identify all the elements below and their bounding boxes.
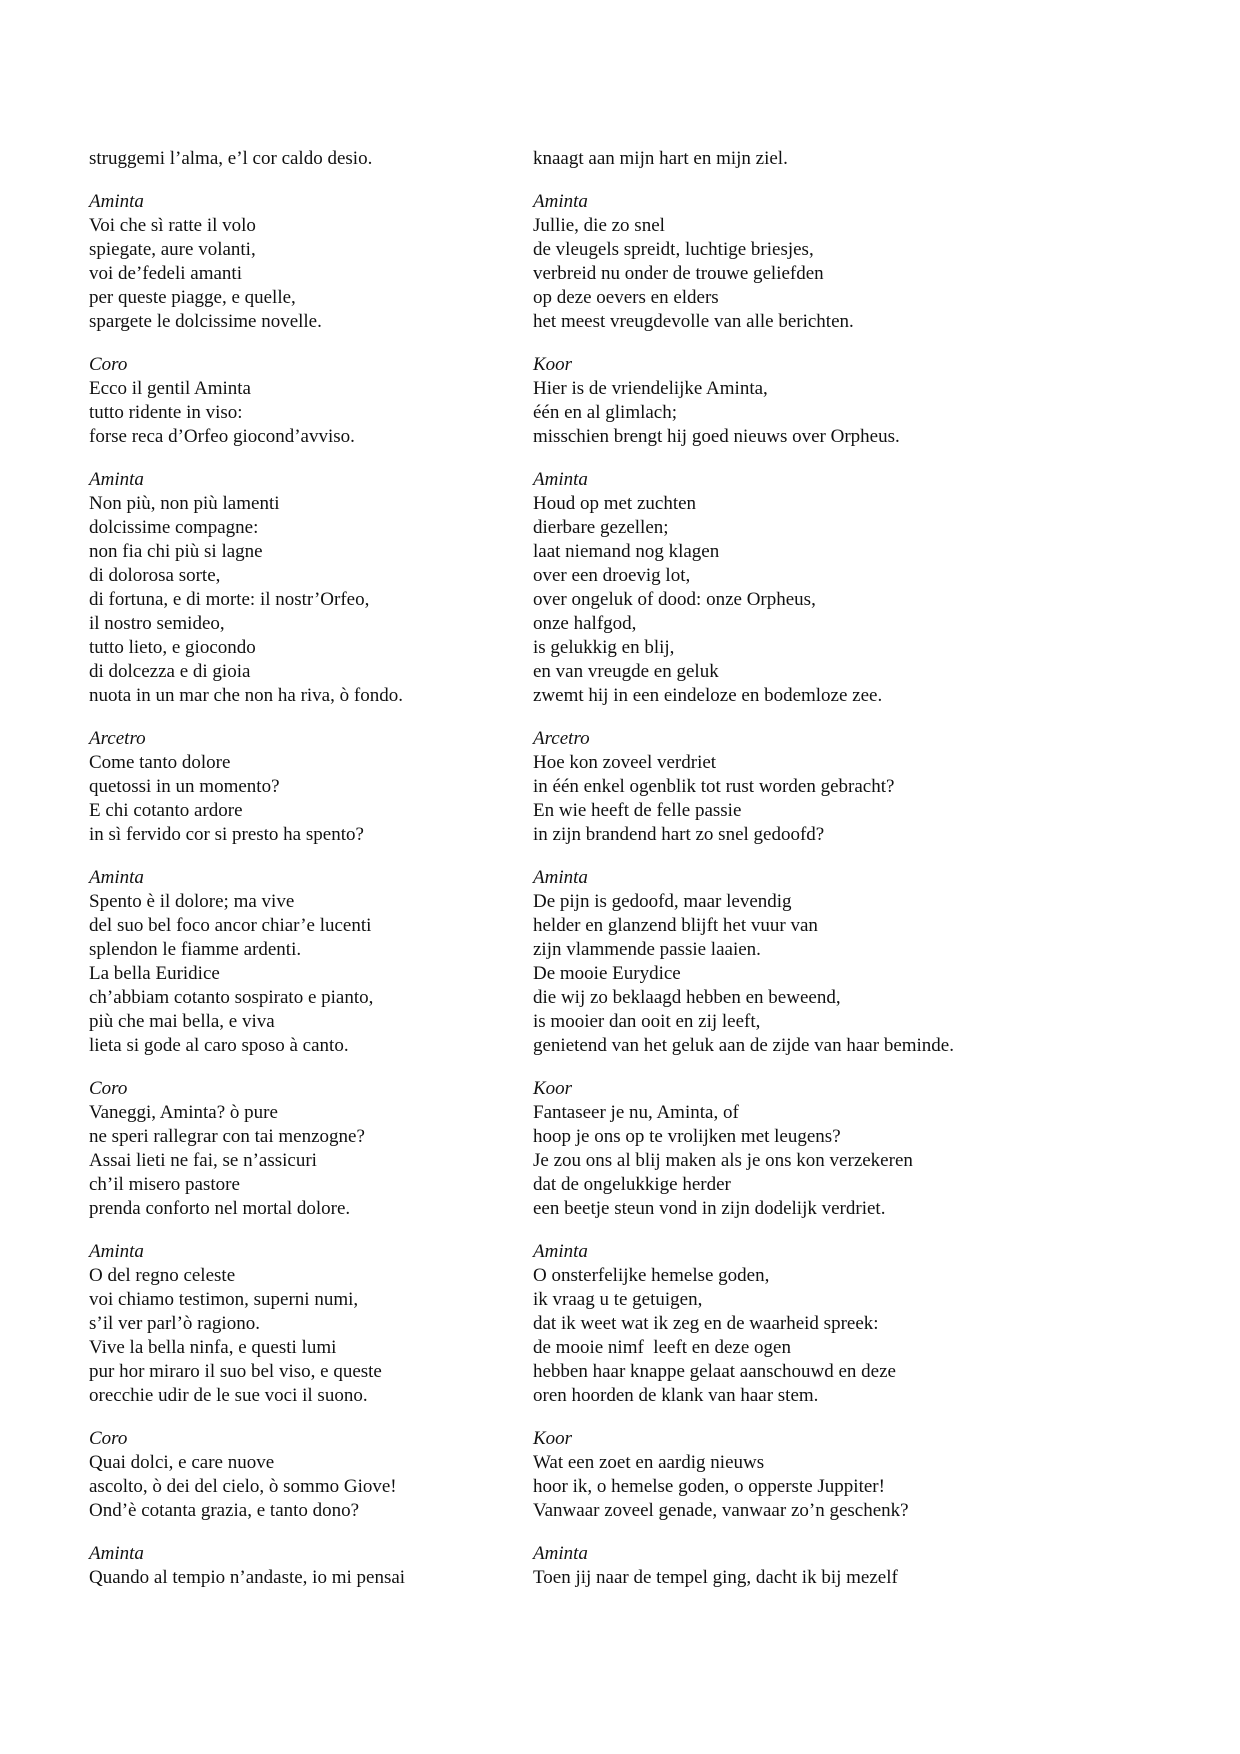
verse-block: [89, 1542, 509, 1590]
verse-block: [533, 1427, 1153, 1523]
dutch-column: [533, 147, 1153, 1609]
verse-line: hoop je ons op te vrolijken met leugens?: [533, 1126, 841, 1147]
verse-line: is gelukkig en blij,: [533, 637, 675, 658]
verse-line: het meest vreugdevolle van alle berichten.: [533, 311, 854, 332]
verse-line: struggemi l’alma, e’l cor caldo desio.: [89, 148, 373, 169]
verse-block: [533, 468, 1153, 708]
verse-line: een beetje steun vond in zijn dodelijk verdriet.: [533, 1198, 886, 1219]
verse-line: is mooier dan ooit en zij leeft,: [533, 1011, 761, 1032]
speaker-name: Coro: [89, 354, 128, 375]
verse-block: [89, 190, 509, 334]
speaker-name: Aminta: [89, 1241, 144, 1262]
verse-block: [89, 468, 509, 708]
verse-line: non fia chi più si lagne: [89, 541, 263, 562]
verse-line: forse reca d’Orfeo giocond’avviso.: [89, 426, 355, 447]
speaker-name: Aminta: [533, 469, 588, 490]
verse-line: Come tanto dolore: [89, 752, 231, 773]
verse-block: [533, 727, 1153, 847]
verse-line: Jullie, die zo snel: [533, 215, 665, 236]
verse-line: op deze oevers en elders: [533, 287, 719, 308]
verse-line: più che mai bella, e viva: [89, 1011, 275, 1032]
verse-line: misschien brengt hij goed nieuws over Orpheus.: [533, 426, 900, 447]
speaker-name: Coro: [89, 1428, 128, 1449]
verse-line: die wij zo beklaagd hebben en beweend,: [533, 987, 841, 1008]
verse-line: De mooie Eurydice: [533, 963, 681, 984]
speaker-name: Arcetro: [89, 728, 146, 749]
verse-line: zwemt hij in een eindeloze en bodemloze zee.: [533, 685, 883, 706]
speaker-name: Aminta: [89, 1543, 144, 1564]
verse-line: ascolto, ò dei del cielo, ò sommo Giove!: [89, 1476, 397, 1497]
verse-line: O del regno celeste: [89, 1265, 236, 1286]
verse-line: Vive la bella ninfa, e questi lumi: [89, 1337, 337, 1358]
verse-line: de mooie nimf leeft en deze ogen: [533, 1337, 791, 1358]
verse-line: De pijn is gedoofd, maar levendig: [533, 891, 792, 912]
verse-line: Je zou ons al blij maken als je ons kon verzekeren: [533, 1150, 913, 1171]
speaker-name: Aminta: [89, 867, 144, 888]
verse-line: oren hoorden de klank van haar stem.: [533, 1385, 819, 1406]
speaker-name: Koor: [533, 354, 573, 375]
verse-line: Fantaseer je nu, Aminta, of: [533, 1102, 739, 1123]
verse-block: [533, 147, 1153, 171]
verse-line: quetossi in un momento?: [89, 776, 280, 797]
verse-line: ne speri rallegrar con tai menzogne?: [89, 1126, 365, 1147]
verse-line: di dolorosa sorte,: [89, 565, 221, 586]
verse-block: [89, 147, 509, 171]
verse-line: Spento è il dolore; ma vive: [89, 891, 295, 912]
verse-line: dolcissime compagne:: [89, 517, 259, 538]
speaker-name: Koor: [533, 1428, 573, 1449]
verse-line: helder en glanzend blijft het vuur van: [533, 915, 818, 936]
verse-line: splendon le fiamme ardenti.: [89, 939, 302, 960]
speaker-name: Coro: [89, 1078, 128, 1099]
verse-line: nuota in un mar che non ha riva, ò fondo.: [89, 685, 403, 706]
verse-line: Ecco il gentil Aminta: [89, 378, 251, 399]
speaker-name: Aminta: [89, 469, 144, 490]
verse-line: Assai lieti ne fai, se n’assicuri: [89, 1150, 317, 1171]
verse-block: [89, 866, 509, 1058]
verse-line: tutto lieto, e giocondo: [89, 637, 256, 658]
verse-line: di dolcezza e di gioia: [89, 661, 251, 682]
verse-line: hebben haar knappe gelaat aanschouwd en deze: [533, 1361, 896, 1382]
verse-block: [533, 1077, 1153, 1221]
verse-line: s’il ver parl’ò ragiono.: [89, 1313, 260, 1334]
italian-column: [89, 147, 509, 1609]
verse-line: Wat een zoet en aardig nieuws: [533, 1452, 765, 1473]
verse-line: voi de’fedeli amanti: [89, 263, 242, 284]
verse-line: Vanwaar zoveel genade, vanwaar zo’n geschenk?: [533, 1500, 909, 1521]
verse-block: [89, 1240, 509, 1408]
verse-block: [89, 1427, 509, 1523]
verse-block: [533, 1542, 1153, 1590]
verse-line: Vaneggi, Aminta? ò pure: [89, 1102, 278, 1123]
speaker-name: Aminta: [533, 867, 588, 888]
verse-block: [533, 1240, 1153, 1408]
verse-line: Hier is de vriendelijke Aminta,: [533, 378, 768, 399]
verse-line: over een droevig lot,: [533, 565, 691, 586]
verse-line: ik vraag u te getuigen,: [533, 1289, 703, 1310]
verse-line: Voi che sì ratte il volo: [89, 215, 256, 236]
verse-line: E chi cotanto ardore: [89, 800, 243, 821]
verse-line: onze halfgod,: [533, 613, 637, 634]
speaker-name: Koor: [533, 1078, 573, 1099]
verse-line: in sì fervido cor si presto ha spento?: [89, 824, 364, 845]
verse-line: Quai dolci, e care nuove: [89, 1452, 275, 1473]
verse-line: per queste piagge, e quelle,: [89, 287, 296, 308]
verse-line: in zijn brandend hart zo snel gedoofd?: [533, 824, 825, 845]
speaker-name: Aminta: [533, 1241, 588, 1262]
verse-line: knaagt aan mijn hart en mijn ziel.: [533, 148, 788, 169]
verse-line: Toen jij naar de tempel ging, dacht ik bij mezelf: [533, 1567, 898, 1588]
speaker-name: Aminta: [89, 191, 144, 212]
verse-line: spargete le dolcissime novelle.: [89, 311, 322, 332]
verse-line: del suo bel foco ancor chiar’e lucenti: [89, 915, 372, 936]
verse-line: il nostro semideo,: [89, 613, 225, 634]
verse-block: [89, 1077, 509, 1221]
verse-line: in één enkel ogenblik tot rust worden gebracht?: [533, 776, 895, 797]
verse-block: [533, 353, 1153, 449]
verse-line: laat niemand nog klagen: [533, 541, 720, 562]
speaker-name: Arcetro: [533, 728, 590, 749]
verse-line: en van vreugde en geluk: [533, 661, 719, 682]
verse-line: Quando al tempio n’andaste, io mi pensai: [89, 1567, 406, 1588]
verse-line: spiegate, aure volanti,: [89, 239, 256, 260]
verse-line: di fortuna, e di morte: il nostr’Orfeo,: [89, 589, 370, 610]
verse-line: voi chiamo testimon, superni numi,: [89, 1289, 359, 1310]
verse-line: Houd op met zuchten: [533, 493, 697, 514]
verse-line: tutto ridente in viso:: [89, 402, 243, 423]
verse-line: prenda conforto nel mortal dolore.: [89, 1198, 351, 1219]
verse-line: Hoe kon zoveel verdriet: [533, 752, 717, 773]
verse-block: [89, 727, 509, 847]
verse-line: genietend van het geluk aan de zijde van haar beminde.: [533, 1035, 954, 1056]
verse-line: lieta si gode al caro sposo à canto.: [89, 1035, 349, 1056]
verse-line: orecchie udir de le sue voci il suono.: [89, 1385, 368, 1406]
verse-line: pur hor miraro il suo bel viso, e queste: [89, 1361, 382, 1382]
verse-line: O onsterfelijke hemelse goden,: [533, 1265, 770, 1286]
verse-block: [533, 866, 1153, 1058]
verse-block: [89, 353, 509, 449]
verse-line: dierbare gezellen;: [533, 517, 669, 538]
verse-line: één en al glimlach;: [533, 402, 678, 423]
verse-line: dat ik weet wat ik zeg en de waarheid spreek:: [533, 1313, 879, 1334]
speaker-name: Aminta: [533, 1543, 588, 1564]
verse-line: zijn vlammende passie laaien.: [533, 939, 761, 960]
verse-line: hoor ik, o hemelse goden, o opperste Juppiter!: [533, 1476, 885, 1497]
verse-line: ch’il misero pastore: [89, 1174, 240, 1195]
verse-line: dat de ongelukkige herder: [533, 1174, 731, 1195]
verse-line: Ond’è cotanta grazia, e tanto dono?: [89, 1500, 360, 1521]
verse-line: Non più, non più lamenti: [89, 493, 280, 514]
verse-block: [533, 190, 1153, 334]
verse-line: verbreid nu onder de trouwe geliefden: [533, 263, 824, 284]
speaker-name: Aminta: [533, 191, 588, 212]
verse-line: de vleugels spreidt, luchtige briesjes,: [533, 239, 814, 260]
verse-line: ch’abbiam cotanto sospirato e pianto,: [89, 987, 374, 1008]
verse-line: La bella Euridice: [89, 963, 220, 984]
verse-line: over ongeluk of dood: onze Orpheus,: [533, 589, 816, 610]
verse-line: En wie heeft de felle passie: [533, 800, 742, 821]
